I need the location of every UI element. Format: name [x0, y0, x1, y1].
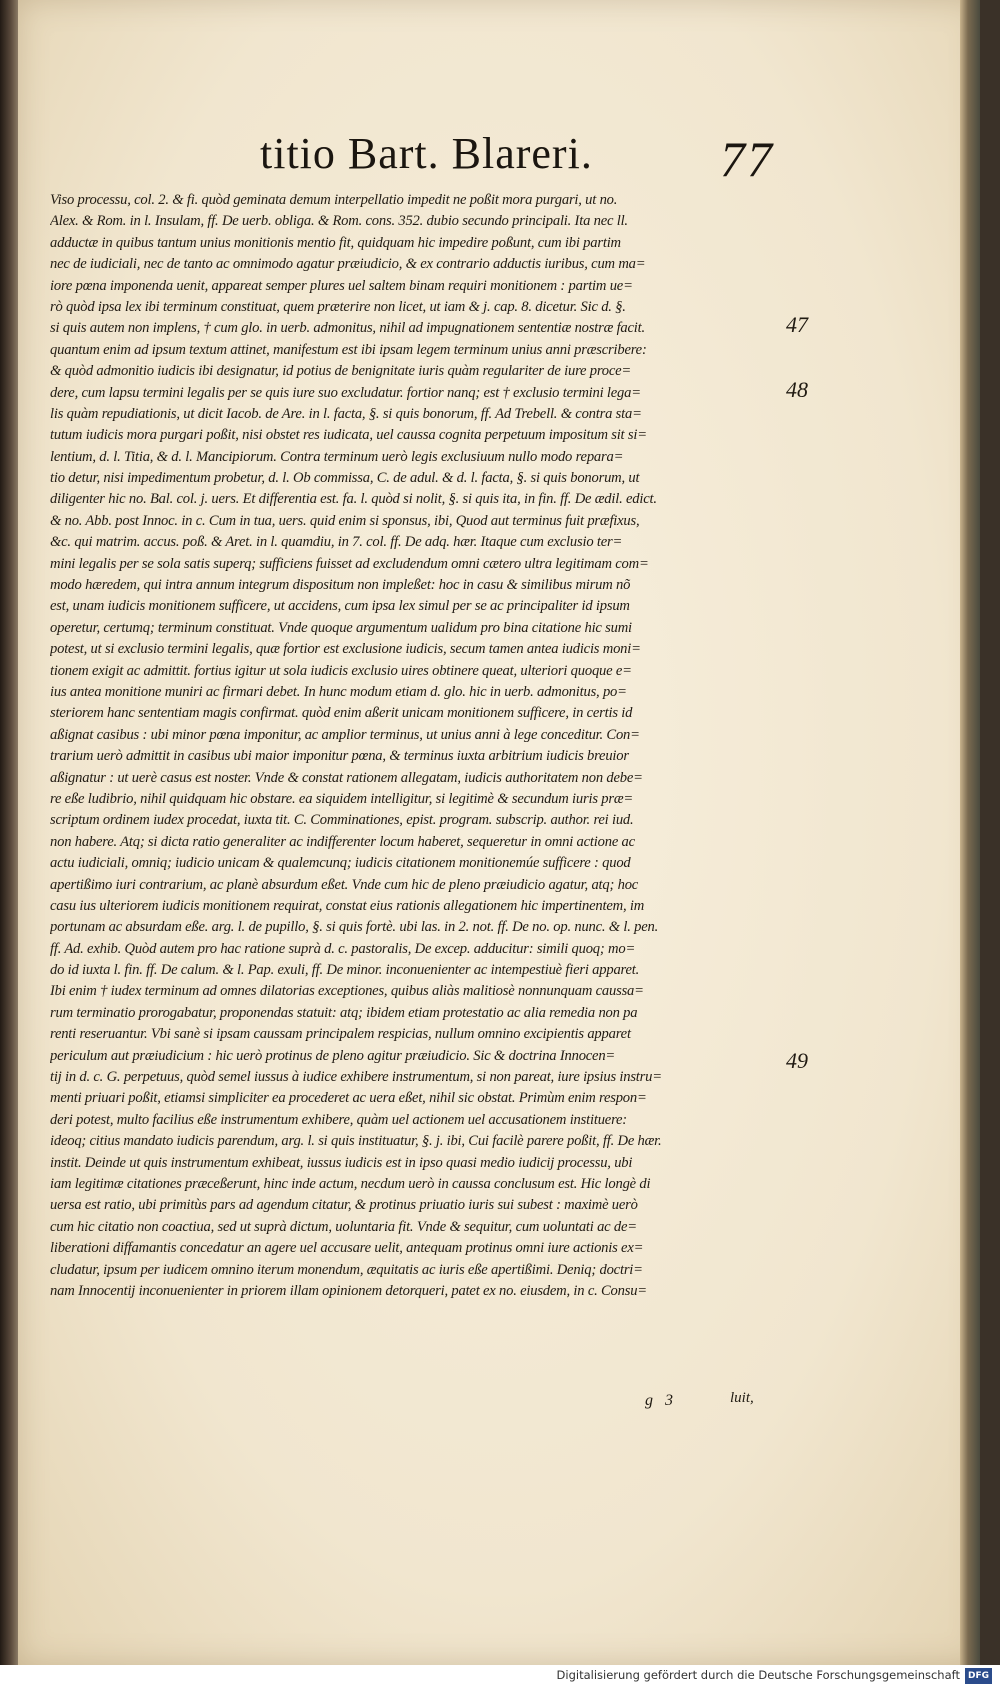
text-line: rò quòd ipsa lex ibi terminum constituat, quem præterire non licet, ut iam & j. cap. 8. dicetur. Sic d. §.	[50, 298, 626, 315]
text-line: trarium uerò admittit in casibus ubi maior imponitur pœna, & terminus iuxta arbitrium iudicis breuior	[50, 748, 629, 765]
text-line: nam Innocentij inconuenienter in priorem illam opinionem detorqueri, patet ex no. eiusdem, in c. Consu=	[50, 1282, 647, 1299]
text-line: cludatur, ipsum per iudicem omnino iterum monendum, æquitatis ac iuris eße apertißimi. Deniq; doctri=	[50, 1261, 643, 1278]
running-head: titio Bart. Blareri.	[260, 129, 593, 178]
text-line: modo hæredem, qui intra annum integrum dispositum non impleßet: hoc in casu & similibus mirum nõ	[50, 577, 631, 594]
text-line: & no. Abb. post Innoc. in c. Cum in tua, uers. quid enim si sponsus, ibi, Quod aut terminus fuit præfixus,	[50, 512, 640, 529]
text-line: menti priuari poßit, etiamsi simpliciter ea procederet ac uera eßet, nihil sic obstat. Primùm enim respon=	[50, 1090, 647, 1107]
text-line: operetur, certumq; terminum constituat. Vnde quoque argumentum ualidum pro bina citatione hic sumi	[50, 619, 632, 636]
margin-note: 48	[786, 377, 808, 402]
text-line: tij in d. c. G. perpetuus, quòd semel iussus à iudice exhibere instrumentum, si non pareat, iure ipsius instru=	[50, 1069, 662, 1086]
catchword: luit,	[730, 1390, 754, 1406]
text-line: ff. Ad. exhib. Quòd autem pro hac ratione suprà d. c. pastoralis, De excep. adducitur: simili quoq; mo=	[50, 940, 636, 957]
text-line: est, unam iudicis monitionem sufficere, ut accidens, cum ipsa lex simul per se ac principaliter id ipsum	[50, 598, 630, 615]
text-line: tutum iudicis mora purgari poßit, nisi obstet res iudicata, uel caussa cognita perpetuum impositum sit si=	[50, 427, 647, 444]
book-spine	[0, 0, 18, 1688]
text-line: apertißimo iuri contrarium, ac planè absurdum eßet. Vnde cum hic de pleno præiudicio agatur, atq; hoc	[50, 876, 639, 893]
margin-note: 49	[786, 1048, 808, 1073]
text-line: cum hic citatio non coactiua, sed ut suprà dictum, uoluntaria fit. Vnde & sequitur, cum uoluntati ac de=	[50, 1218, 637, 1235]
text-line: steriorem hanc sententiam magis confirmat. quòd enim aßerit unicam monitionem sufficere, in certis id	[50, 705, 633, 722]
text-line: renti reseruantur. Vbi sanè si ipsam caussam principalem respicias, nullum omnino excipientis apparet	[50, 1026, 631, 1043]
text-line: do id iuxta l. fin. ff. De calum. & l. Pap. exuli, ff. De minor. inconuenienter ac intempestiuè fieri apparet.	[50, 962, 640, 979]
text-line: aßignatur : ut uerè casus est noster. Vnde & constat rationem allegatam, iudicis authoritatem non debe=	[50, 769, 643, 786]
text-line: lis quàm repudiationis, ut dicit Iacob. de Are. in l. facta, §. si quis bonorum, ff. Ad Trebell. & contra sta=	[50, 405, 642, 422]
text-line: tionem exigit ac admittit. fortius igitur ut sola iudicis exclusio uires obtinere queat, ulteriori quoque e=	[50, 662, 632, 679]
text-line: Ibi enim † iudex terminum ad omnes dilatorias exceptiones, quibus aliàs malitiosè nonnunquam caussa=	[50, 983, 644, 1000]
signature-mark: g 3	[645, 1392, 677, 1409]
text-line: deri potest, multo facilius eße instrumentum exhibere, quàm uel actionem uel accusationem instituere:	[50, 1111, 627, 1128]
text-line: iore pœna imponenda uenit, appareat semper plures uel saltem binam requiri monitionem : partim ue=	[50, 277, 633, 294]
text-line: ius antea monitione muniri ac firmari debet. In hunc modum etiam d. glo. hic in uerb. admonitus, po=	[50, 683, 627, 700]
text-line: casu ius ulteriorem iudicis monitionem requirat, constat eius rationis allegationem hic impertinentem, im	[50, 897, 645, 914]
text-line: periculum aut præiudicium : hic uerò protinus de pleno agitur præiudicio. Sic & doctrina Innocen=	[50, 1047, 616, 1064]
text-line: Viso processu, col. 2. & fi. quòd geminata demum interpellatio impedit ne poßit mora purgari, ut no.	[50, 192, 618, 208]
text-line: tio detur, nisi impedimentum probetur, d. l. Ob commissa, C. de adul. & d. l. facta, §. si quis bonorum, ut	[50, 470, 640, 487]
text-line: diligenter hic no. Bal. col. j. uers. Et differentia est. fa. l. quòd si nolit, §. si quis ita, in fin. ff. De ædil. edict.	[50, 491, 657, 508]
funding-credit: Digitalisierung gefördert durch die Deutsche Forschungsgemeinschaft	[556, 1668, 960, 1682]
text-line: non habere. Atq; si dicta ratio generaliter ac indifferenter locum haberet, sequeretur in omni actione ac	[50, 833, 635, 850]
text-line: liberationi diffamantis concedatur an agere uel accusare uelit, antequam protinus omni iure actionis ex=	[50, 1240, 644, 1257]
page-edge	[960, 0, 980, 1665]
text-line: scriptum ordinem iudex procedat, iuxta tit. C. Comminationes, epist. program. subscrip. author. rei iud.	[50, 812, 634, 829]
text-line: potest, ut si exclusio termini legalis, quæ fortior est exclusione iudicis, secum tamen antea iudicis moni=	[50, 641, 641, 658]
text-line: aßignat casibus : ubi minor pœna imponitur, ac amplior terminus, ut unius anni à lege conceditur. Con=	[50, 726, 640, 743]
digitization-footer	[0, 1665, 1000, 1688]
text-line: rum terminatio prorogabatur, proponendas statuit: atq; ibidem etiam protestatio ac alia remedia non pa	[50, 1004, 638, 1021]
text-line: nec de iudiciali, nec de tanto ac omnimodo agatur præiudicio, & ex contrario adductis iuribus, cum ma=	[50, 256, 646, 273]
text-line: lentium, d. l. Titia, & d. l. Mancipiorum. Contra terminum uerò legis exclusiuum nullo modo repara=	[50, 448, 624, 465]
text-line: mini legalis per se sola satis superq; sufficiens fuisset ad excludendum omni cætero ultra legitimam com=	[50, 555, 649, 572]
body-text	[50, 190, 780, 1410]
text-line: dere, cum lapsu termini legalis per se quis iure suo excludatur. fortior nanq; est † exclusio termini lega=	[50, 384, 641, 401]
text-line: portunam ac absurdam eße. arg. l. de pupillo, §. si quis fortè. ubi las. in 2. not. ff. De no. op. nunc. & l. pen.	[50, 919, 659, 936]
margin-note: 47	[786, 312, 808, 337]
text-line: instit. Deinde ut quis instrumentum exhibeat, iussus iudicis est in ipso quasi medio iudicij processu, ubi	[50, 1154, 633, 1171]
folio-number: 77	[720, 131, 774, 187]
text-line: &c. qui matrim. accus. poß. & Aret. in l. quamdiu, in 7. col. ff. De adq. hær. Itaque cum exclusio ter=	[50, 534, 623, 551]
text-line: uersa est ratio, ubi primitùs pars ad agendum citatur, & protinus priuatio iuris sui subest : maximè uerò	[50, 1197, 638, 1214]
text-line: re eße ludibrio, nihil quidquam hic obstare. ea siquidem intelligitur, si legitimè & secundum iuris præ=	[50, 790, 634, 807]
text-line: iam legitimæ citationes præceßerunt, hinc inde actum, necdum uerò in caussa conclusum est. Hic longè di	[50, 1175, 651, 1192]
text-line: adductæ in quibus tantum unius monitionis mentio fit, quidquam hic impedire poßunt, cum ibi partim	[50, 234, 621, 251]
text-line: & quòd admonitio iudicis ibi designatur, id potius de benignitate iuris quàm regulariter de iure proce=	[50, 363, 632, 380]
text-line: ideoq; citius mandato iudicis parendum, arg. l. si quis instituatur, §. j. ibi, Cui facilè parere poßit, ff. De hær.	[50, 1133, 662, 1150]
text-line: quantum enim ad ipsum textum attinet, manifestum est ibi ipsam legem terminum unius anni præscribere:	[50, 341, 647, 358]
dfg-logo: DFG	[965, 1668, 992, 1684]
text-line: Alex. & Rom. in l. Insulam, ff. De uerb. obliga. & Rom. cons. 352. dubio secundo principali. Ita nec ll.	[50, 213, 628, 230]
text-line: si quis autem non implens, † cum glo. in uerb. admonitus, nihil ad impugnationem sententiæ nostræ facit.	[50, 320, 645, 337]
text-line: actu iudiciali, omniq; iudicio unicam & qualemcunq; iudicis citationem monitionemúe sufficere : quod	[50, 855, 631, 872]
